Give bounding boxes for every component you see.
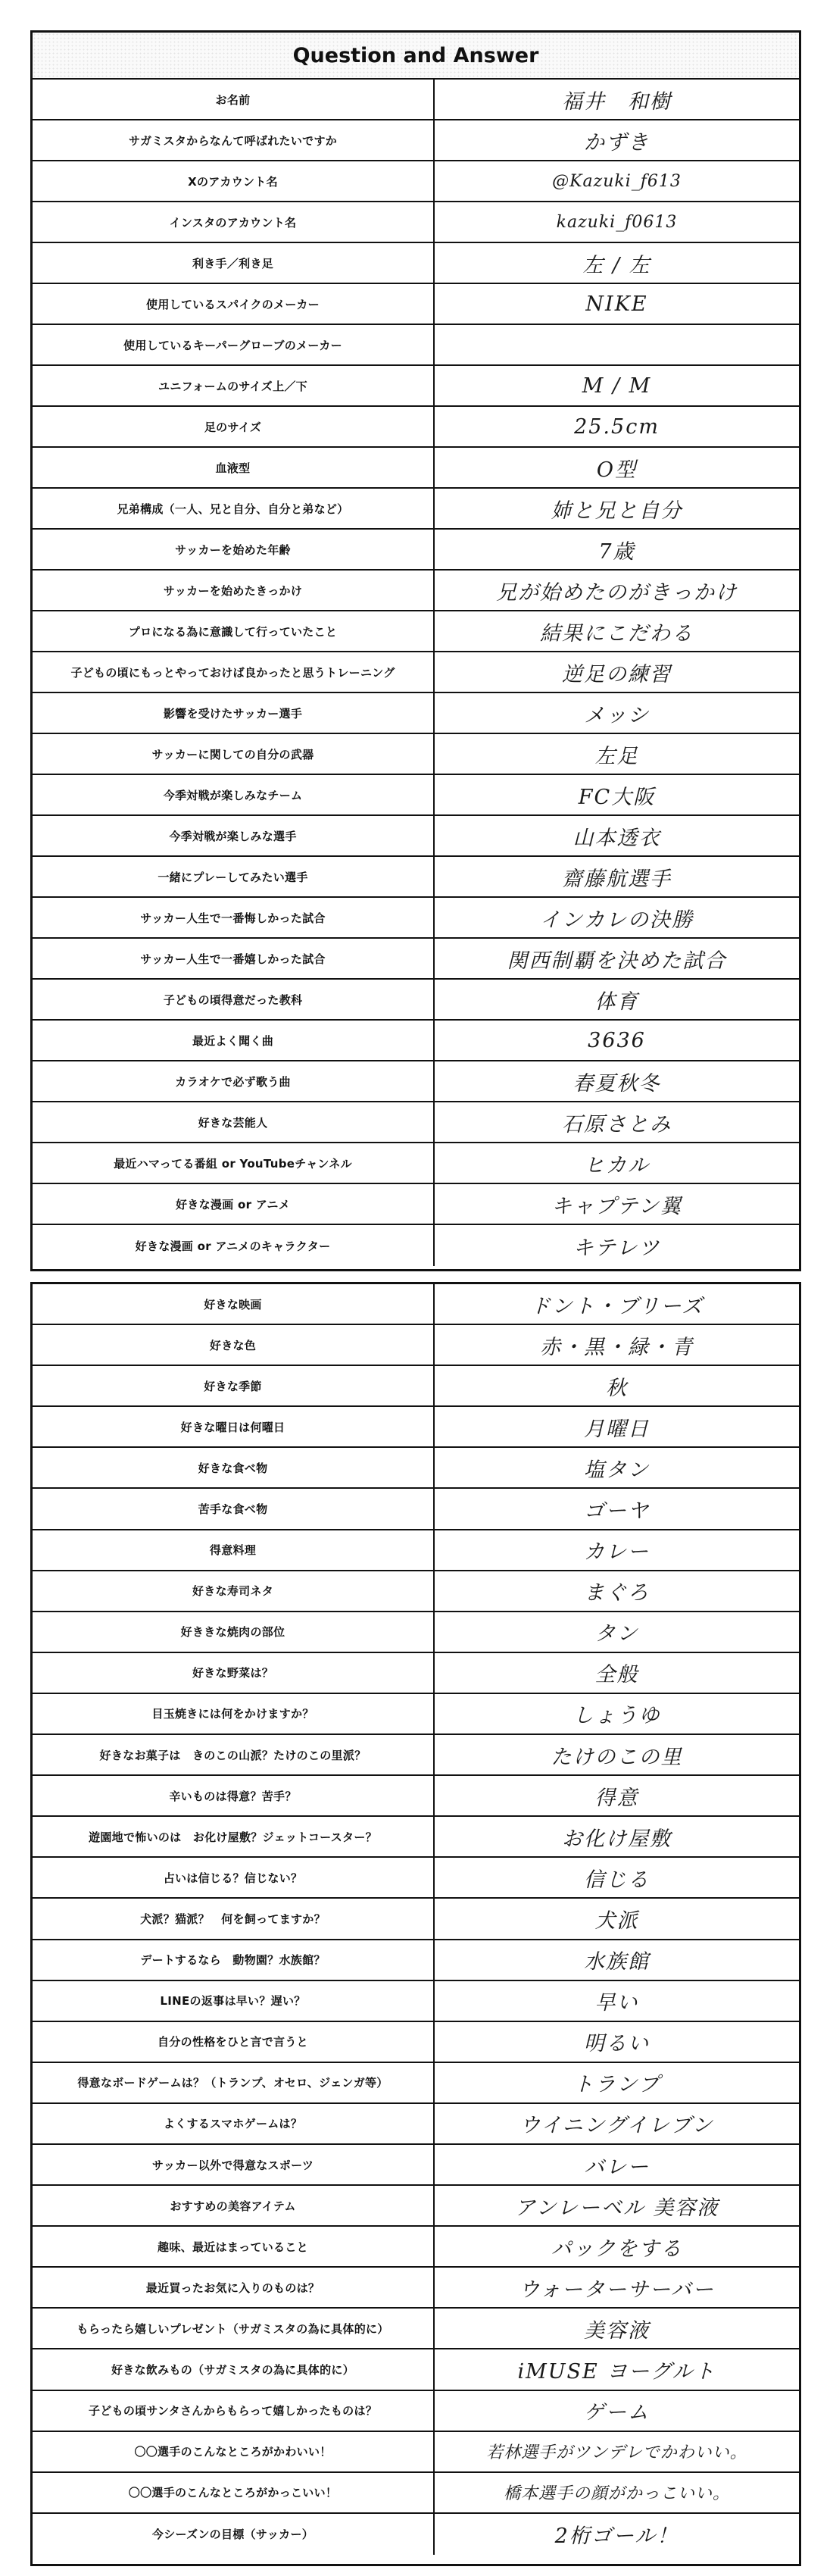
handwritten-answer: 早い [594,1991,639,2015]
handwritten-answer: カレー [584,1540,650,1565]
handwritten-answer: 福井 和樹 [562,89,672,114]
question-label: 使用しているキーパーグローブのメーカー [33,325,435,364]
qa-row [33,120,799,161]
qa-row [33,2309,799,2349]
qa-row [33,1694,799,1735]
question-label: 好きなお菓子は きのこの山派？たけのこの里派？ [33,1735,435,1774]
question-label: 影響を受けたサッカー選手 [33,693,435,733]
question-label: 兄弟構成（一人、兄と自分、自分と弟など） [33,489,435,528]
qa-row [33,2349,799,2390]
qa-row [33,2514,799,2555]
question-label: 好きな季節 [33,1366,435,1405]
qa-row [33,1530,799,1571]
question-label: サガミスタからなんて呼ばれたいですか [33,120,435,160]
question-label: プロになる為に意識して行っていたこと [33,611,435,651]
handwritten-answer: ヒカル [584,1153,650,1177]
handwritten-answer: 水族館 [584,1950,650,1974]
qa-row [33,2391,799,2432]
qa-row [33,489,799,530]
handwritten-answer: ゲーム [584,2401,650,2425]
qa-row [33,2063,799,2104]
question-label: 占いは信じる？信じない？ [33,1858,435,1897]
handwritten-answer: 橋本選手の顔がかっこいい。 [503,2484,730,2504]
handwritten-answer: 得意 [594,1786,639,1810]
handwritten-answer: お化け屋敷 [562,1827,672,1851]
handwritten-answer: 春夏秋冬 [572,1071,661,1096]
handwritten-answer: キャプテン翼 [551,1194,682,1218]
handwritten-answer: かずき [584,130,650,155]
qa-row [33,1940,799,1981]
question-label: ユニフォームのサイズ上／下 [33,366,435,405]
handwritten-answer: 赤・黒・緑・青 [540,1335,694,1359]
question-label: 好きな色 [33,1325,435,1365]
handwritten-answer: 結果にこだわる [540,621,694,646]
handwritten-answer: メッシ [584,703,650,727]
qa-row [33,1653,799,1694]
question-label: サッカーを始めたきっかけ [33,571,435,610]
handwritten-answer: タン [594,1622,639,1646]
question-label: 好きな芸能人 [33,1102,435,1142]
question-label: おすすめの美容アイテム [33,2186,435,2225]
handwritten-answer: インカレの決勝 [540,908,694,932]
qa-row [33,775,799,816]
handwritten-answer: パックをする [551,2237,683,2261]
handwritten-answer: 左足 [594,744,639,768]
handwritten-answer: 山本透衣 [572,826,661,850]
qa-row [33,611,799,652]
qa-row [33,2145,799,2186]
question-label: 好きな映画 [33,1284,435,1324]
handwritten-answer: 齋藤航選手 [562,867,672,891]
handwritten-answer: iMUSE ヨーグルト [517,2359,716,2384]
handwritten-answer: 逆足の練習 [562,662,672,686]
qa-row [33,1817,799,1858]
qa-row [33,448,799,489]
handwritten-answer: O型 [596,458,638,482]
question-label: 最近買ったお気に入りのものは？ [33,2268,435,2307]
qa-row [33,1448,799,1489]
handwritten-answer: 石原さとみ [562,1112,672,1136]
question-label: 得意なボードゲームは？（トランプ、オセロ、ジェンガ等） [33,2063,435,2102]
qa-row [33,734,799,775]
qa-row [33,571,799,611]
handwritten-answer: kazuki_f0613 [556,212,678,232]
question-label: カラオケで必ず歌う曲 [33,1061,435,1101]
qa-row [33,1981,799,2022]
qa-row [33,366,799,407]
qa-row [33,2186,799,2227]
qa-row [33,80,799,120]
qa-row [33,1407,799,1448]
handwritten-answer: ウォーターサーバー [519,2277,715,2302]
qa-row [33,1571,799,1612]
qa-row [33,1284,799,1325]
question-label: 好きな食べ物 [33,1448,435,1487]
qa-row [33,161,799,202]
qa-row [33,1225,799,1266]
qa-row [33,407,799,448]
qa-row [33,325,799,366]
question-list-1 [33,80,799,1266]
question-label: 〇〇選手のこんなところがかっこいい！ [33,2473,435,2512]
qa-row [33,1858,799,1899]
question-label: サッカー以外で得意なスポーツ [33,2145,435,2184]
handwritten-answer: 塩タン [584,1458,650,1482]
qa-row [33,1184,799,1225]
question-label: LINEの返事は早い？遅い？ [33,1981,435,2021]
question-label: 遊園地で怖いのは お化け屋敷？ジェットコースター？ [33,1817,435,1856]
question-label: 子どもの頃にもっとやっておけば良かったと思うトレーニング [33,652,435,692]
handwritten-answer: キテレツ [572,1236,661,1260]
question-label: サッカー人生で一番悔しかった試合 [33,898,435,937]
question-label: 最近ハマってる番組 or YouTubeチャンネル [33,1143,435,1183]
qa-row [33,1061,799,1102]
question-label: 血液型 [33,448,435,487]
question-label: インスタのアカウント名 [33,202,435,242]
qa-row [33,243,799,284]
handwritten-answer: FC大阪 [578,785,656,809]
question-label: 〇〇選手のこんなところがかわいい！ [33,2432,435,2471]
question-label: 自分の性格をひと言で言うと [33,2022,435,2062]
qa-row [33,1021,799,1061]
handwritten-answer: 25.5cm [574,414,660,439]
question-label: デートするなら 動物園？水族館？ [33,1940,435,1980]
handwritten-answer: NIKE [585,292,648,316]
question-label: 今シーズンの目標（サッカー） [33,2514,435,2555]
question-label: 使用しているスパイクのメーカー [33,284,435,324]
question-label: よくするスマホゲームは？ [33,2104,435,2143]
question-label: 好きな漫画 or アニメ [33,1184,435,1224]
question-label: 好きな野菜は？ [33,1653,435,1693]
qa-row [33,816,799,857]
handwritten-answer: 犬派 [594,1909,639,1933]
question-label: 好きな寿司ネタ [33,1571,435,1611]
question-label: サッカーに関しての自分の武器 [33,734,435,774]
question-label: 足のサイズ [33,407,435,446]
question-list-2 [33,1284,799,2555]
handwritten-answer: 明るい [584,2032,650,2056]
question-label: 好ききな焼肉の部位 [33,1612,435,1652]
question-label: 趣味、最近はまっていること [33,2227,435,2266]
handwritten-answer: たけのこの里 [551,1745,683,1769]
qa-row [33,1489,799,1530]
qa-row [33,898,799,939]
question-label: 好きな飲みもの（サガミスタの為に具体的に） [33,2349,435,2389]
qa-row [33,284,799,325]
qa-row [33,980,799,1021]
handwritten-answer: 信じる [584,1868,650,1892]
handwritten-answer: 3636 [588,1028,646,1052]
handwritten-answer: @Kazuki_f613 [552,171,682,191]
handwritten-answer: M / M [582,374,652,398]
handwritten-answer: 全般 [594,1663,639,1687]
questionnaire-sheet-1 [30,30,801,1271]
qa-row [33,693,799,734]
handwritten-answer: ウイニングイレブン [519,2114,714,2138]
question-label: 一緒にプレーしてみたい選手 [33,857,435,896]
question-label: 苦手な食べ物 [33,1489,435,1528]
question-label: 利き手／利き足 [33,243,435,283]
question-label: もらったら嬉しいプレゼント（サガミスタの為に具体的に） [33,2309,435,2348]
questionnaire-sheet-2 [30,1282,801,2566]
question-label: 辛いものは得意？苦手？ [33,1776,435,1815]
qa-row [33,1899,799,1940]
handwritten-answer: ゴーヤ [584,1499,650,1524]
qa-row [33,1366,799,1407]
qa-row [33,1325,799,1366]
qa-row [33,939,799,980]
question-label: 得意料理 [33,1530,435,1570]
question-label: 子どもの頃得意だった教科 [33,980,435,1019]
handwritten-answer: トランプ [572,2073,661,2097]
question-label: 今季対戦が楽しみなチーム [33,775,435,814]
qa-row [33,1102,799,1143]
qa-row [33,652,799,693]
handwritten-answer: まぐろ [584,1581,650,1605]
handwritten-answer: 秋 [606,1376,628,1400]
question-label: サッカーを始めた年齢 [33,530,435,569]
handwritten-answer: 姉と兄と自分 [551,499,683,523]
qa-row [33,1735,799,1776]
question-label: 好きな曜日は何曜日 [33,1407,435,1446]
question-label: 好きな漫画 or アニメのキャラクター [33,1225,435,1266]
handwritten-answer: 美容液 [584,2318,650,2343]
question-label: サッカー人生で一番嬉しかった試合 [33,939,435,978]
qa-row [33,202,799,243]
qa-row [33,2268,799,2309]
handwritten-answer: 7歳 [598,539,635,564]
question-label: Xのアカウント名 [33,161,435,201]
handwritten-answer: 2桁ゴール！ [554,2524,679,2549]
handwritten-answer: 月曜日 [584,1417,650,1441]
handwritten-answer: 左 / 左 [582,253,651,277]
qa-row [33,1612,799,1653]
handwritten-answer: しょうゆ [572,1704,661,1728]
question-label: 目玉焼きには何をかけますか？ [33,1694,435,1733]
qa-row [33,530,799,571]
qa-row [33,2473,799,2514]
question-label: お名前 [33,80,435,119]
qa-row [33,2104,799,2145]
qa-row [33,1143,799,1184]
handwritten-answer: 体育 [594,989,639,1014]
handwritten-answer: バレー [584,2155,650,2179]
qa-row [33,2022,799,2063]
question-label: 最近よく聞く曲 [33,1021,435,1060]
qa-row [33,1776,799,1817]
handwritten-answer: 若林選手がツンデレでかわいい。 [486,2443,747,2463]
handwritten-answer: 関西制覇を決めた試合 [507,949,727,973]
qa-row [33,857,799,898]
handwritten-answer: アンレーベル 美容液 [514,2196,719,2220]
question-label: 子どもの頃サンタさんからもらって嬉しかったものは？ [33,2391,435,2431]
handwritten-answer [435,325,799,364]
handwritten-answer: ドント・ブリーズ [529,1294,704,1318]
handwritten-answer: 兄が始めたのがきっかけ [496,580,738,605]
question-label: 犬派？猫派？ 何を飼ってますか？ [33,1899,435,1938]
question-label: 今季対戦が楽しみな選手 [33,816,435,855]
qa-row [33,2227,799,2268]
sheet-title: Question and Answer [33,33,799,80]
qa-row [33,2432,799,2473]
